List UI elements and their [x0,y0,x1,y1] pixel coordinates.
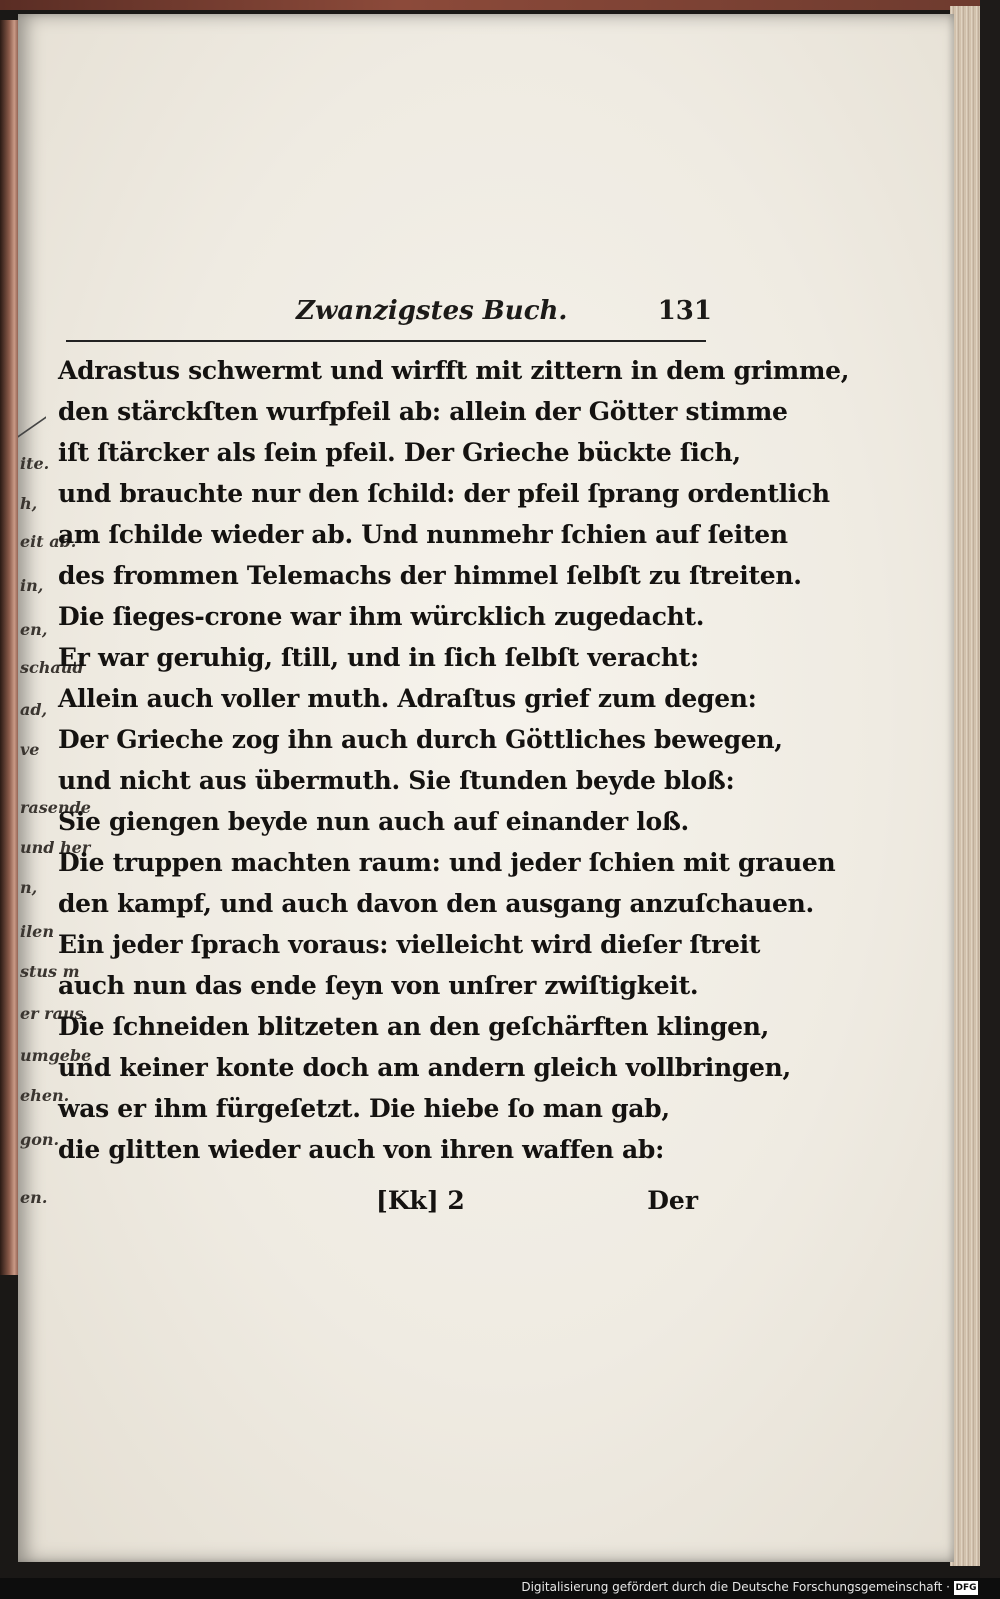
background-right [980,0,1000,1599]
margin-fragment: rasende [20,798,91,817]
verse-line: Ein jeder ſprach voraus: vielleicht wird dieſer ſtreit [58,930,761,959]
margin-fragment: umgebe [20,1046,92,1065]
margin-fragment: h, [20,494,38,513]
margin-fragment: ad, [20,700,48,719]
verse-line: und keiner konte doch am andern gleich vollbringen, [58,1053,791,1082]
page-stack-edge [950,6,980,1566]
verse-line: am ſchilde wieder ab. Und nunmehr ſchien auf ſeiten [58,520,788,549]
margin-fragment: er raus [20,1004,84,1023]
signature-mark: [Kk] 2 [376,1186,465,1215]
margin-fragment: ite. [20,454,50,473]
verse-line: Sie giengen beyde nun auch auf einander loß. [58,807,689,836]
verse-line: des frommen Telemachs der himmel ſelbſt zu ſtreiten. [58,561,802,590]
left-margin-fragments [18,454,92,1254]
footer-credit: Digitalisierung gefördert durch die Deutsche Forschungsgemeinschaft · [521,1580,950,1594]
verse-line: Die ſchneiden blitzeten an den geſchärften klingen, [58,1012,770,1041]
running-head [66,296,712,332]
margin-fragment: en, [20,620,48,639]
page-number: 131 [657,296,712,326]
margin-fragment: stus m [20,962,80,981]
verse-line: Allein auch voller muth. Adraſtus grief zum degen: [58,684,757,713]
margin-fragment: und her [20,838,91,857]
head-rule [66,340,706,342]
dfg-logo: DFG [955,1583,977,1593]
verse-line: den kampf, und auch davon den ausgang anzuſchauen. [58,889,814,918]
verse-line: was er ihm fürgeſetzt. Die hiebe ſo man gab, [58,1094,670,1123]
margin-fragment: en. [20,1188,48,1207]
margin-fragment: ehen. [20,1086,70,1105]
verse-line: Die ſieges-crone war ihm würcklich zugedacht. [58,602,705,631]
verse-line: Der Grieche zog ihn auch durch Göttliches bewegen, [58,725,783,754]
verse-text [58,350,850,1170]
verse-line: Er war geruhig, ſtill, und in ſich ſelbſt veracht: [58,643,699,672]
verse-line: die glitten wieder auch von ihren waffen ab: [58,1135,665,1164]
running-head-title: Zwanzigstes Buch. [296,296,568,326]
verse-line: iſt ſtärcker als ſein pfeil. Der Grieche bückte ſich, [58,438,741,467]
margin-fragment: ilen [20,922,54,941]
verse-line: und brauchte nur den ſchild: der pfeil ſprang ordentlich [58,479,830,508]
catchword: Der [647,1186,698,1215]
book-top-edge [0,0,1000,10]
verse-line: Die truppen machten raum: und jeder ſchien mit grauen [58,848,836,877]
margin-fragment: gon. [20,1130,60,1149]
margin-rule [18,366,46,438]
verse-line: auch nun das ende ſeyn von unſrer zwiſtigkeit. [58,971,699,1000]
verse-line: Adrastus schwermt und wirfft mit zittern in dem grimme, [58,356,850,385]
verse-line: den stärckſten wurfpfeil ab: allein der Götter stimme [58,397,788,426]
page-foot [58,1186,698,1226]
margin-fragment: ve [20,740,40,759]
footer-bar [0,1578,1000,1599]
margin-fragment: in, [20,576,44,595]
verse-line: und nicht aus übermuth. Sie ſtunden beyde bloß: [58,766,735,795]
margin-fragment: schaud [20,658,84,677]
margin-fragment: eit ab. [20,532,77,551]
margin-fragment: n, [20,878,38,897]
